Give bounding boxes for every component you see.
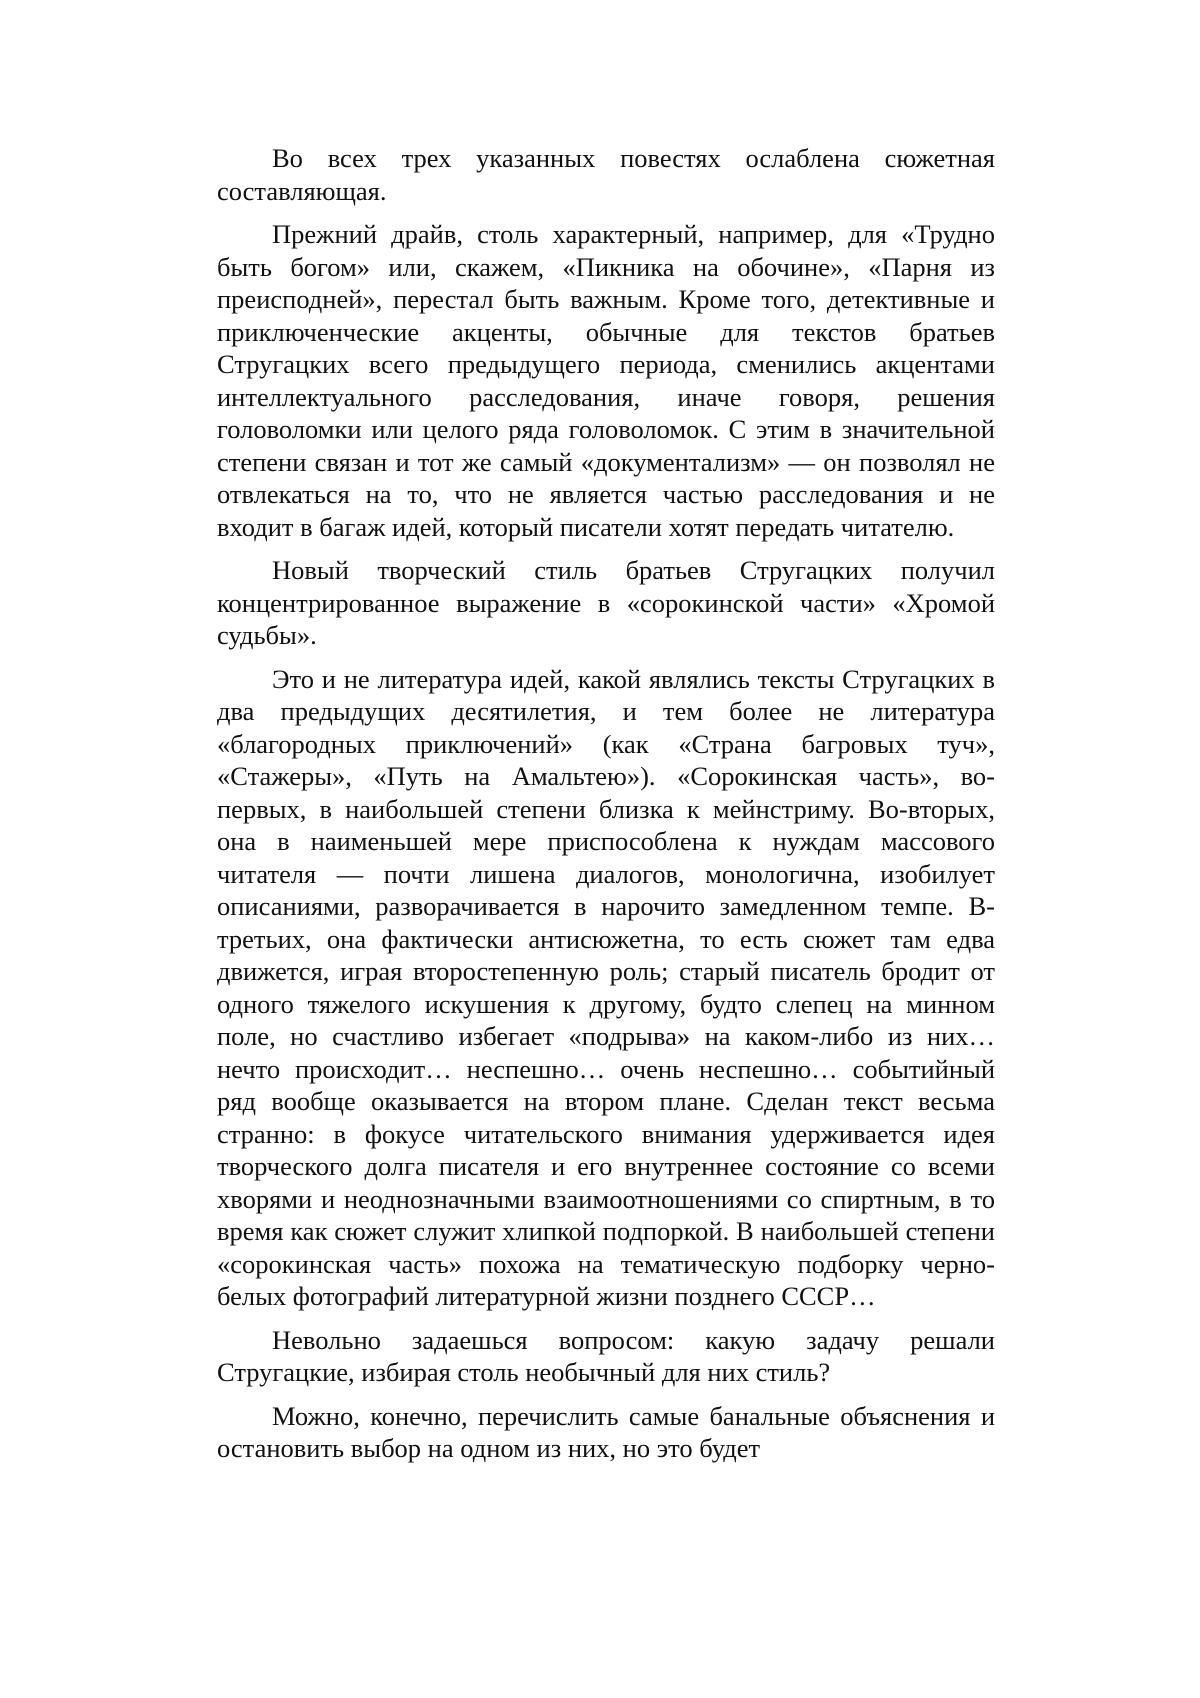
body-text	[217, 142, 995, 1476]
paragraph: Можно, конечно, перечислить самые банальные объяснения и остановить выбор на одном из них, но это будет	[217, 1400, 995, 1465]
paragraph: Невольно задаешься вопросом: какую задачу решали Стругацкие, избирая столь необычный для них стиль?	[217, 1324, 995, 1389]
document-page	[0, 0, 1200, 1698]
paragraph: Во всех трех указанных повестях ослаблена сюжетная составляющая.	[217, 142, 995, 207]
paragraph: Прежний драйв, столь характерный, например, для «Трудно быть богом» или, скажем, «Пикника на обочине», «Парня из преисподней», перестал быть важным. Кроме того, детективные и приключенческие акценты, обычные для текстов братьев Стругацких всего предыдущего периода, сменились акцентами интеллектуального расследования, иначе говоря, решения головоломки или целого ряда головоломок. С этим в значительной степени связан и тот же самый «документализм» — он позволял не отвлекаться на то, что не является частью расследования и не входит в багаж идей, который писатели хотят передать читателю.	[217, 218, 995, 543]
paragraph: Это и не литература идей, какой являлись тексты Стругацких в два предыдущих десятилетия, и тем более не литература «благородных приключений» (как «Страна багровых туч», «Стажеры», «Путь на Амальтею»). «Сорокинская часть», во-первых, в наибольшей степени близка к мейнстриму. Во-вторых, она в наименьшей мере приспособлена к нуждам массового читателя — почти лишена диалогов, монологична, изобилует описаниями, разворачивается в нарочито замедленном темпе. В-третьих, она фактически антисюжетна, то есть сюжет там едва движется, играя второстепенную роль; старый писатель бродит от одного тяжелого искушения к другому, будто слепец на минном поле, но счастливо избегает «подрыва» на каком-либо из них… нечто происходит… неспешно… очень неспешно… событийный ряд вообще оказывается на втором плане. Сделан текст весьма странно: в фокусе читательского внимания удерживается идея творческого долга писателя и его внутреннее состояние со всеми хворями и неоднозначными взаимоотношениями со спиртным, в то время как сюжет служит хлипкой подпоркой. В наибольшей степени «сорокинская часть» похожа на тематическую подборку черно-белых фотографий литературной жизни позднего СССР…	[217, 663, 995, 1313]
paragraph: Новый творческий стиль братьев Стругацких получил концентрированное выражение в «сорокинской части» «Хромой судьбы».	[217, 554, 995, 652]
